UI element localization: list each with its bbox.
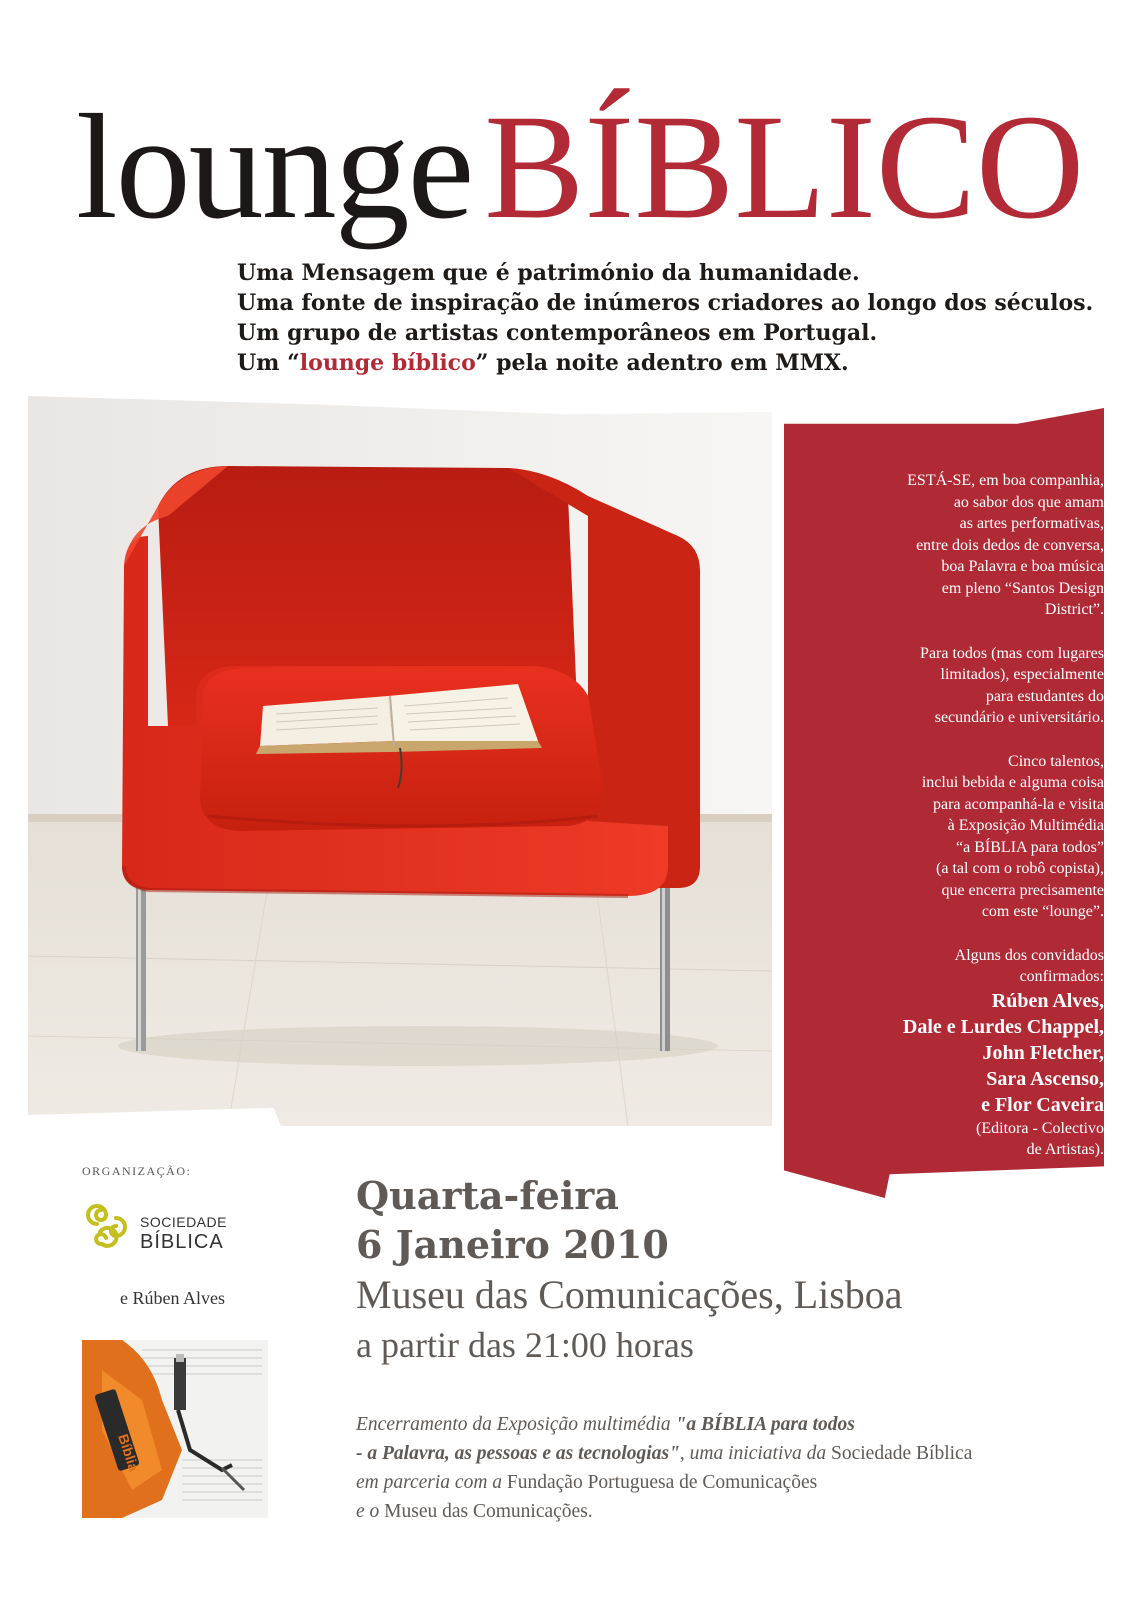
panel-line: para estudantes do [985,687,1104,705]
panel-line: boa Palavra e boa música [941,558,1104,575]
footer-l2-c: Sociedade Bíblica [831,1443,973,1464]
armchair-illustration [28,396,772,1126]
guest-list [804,988,1104,1118]
footer-l2-b: , uma iniciativa da [679,1443,832,1464]
co-organizer: e Rúben Alves [120,1288,225,1308]
footer-line-1 [356,1410,1116,1439]
intro-line-4-post: ” pela noite adentro em MMX. [475,350,849,376]
panel-line: secundário e universitário. [934,709,1104,726]
footer-l3-b: Fundação Portuguesa de Comunicações [506,1472,818,1493]
panel-line: District”. [1044,601,1104,618]
panel-paragraph-1 [804,470,1104,621]
panel-line: em pleno “Santos Design [941,579,1104,597]
footer-l4-b: Museu das Comunicações. [384,1501,593,1522]
footer-line-3 [356,1468,1116,1497]
footer-line-2 [356,1439,1116,1468]
organization-label: ORGANIZAÇÃO: [82,1164,192,1178]
intro-line-2: Uma fonte de inspiração de inúmeros criadores ao longo dos séculos. [237,290,1094,316]
panel-line: de Artistas). [1026,1141,1104,1158]
footer-l2-a: - a Palavra, as pessoas e as tecnologias" [356,1443,680,1464]
guest-name: John Fletcher, [982,1041,1104,1064]
info-panel-text [804,470,1104,1161]
panel-line: com este “lounge”. [981,903,1104,920]
intro-text [237,258,1117,378]
triskelion-icon [80,1196,138,1254]
sociedade-biblica-logo [80,1196,260,1256]
logo-line-2: BÍBLICA [140,1231,224,1253]
guest-note [804,1118,1104,1161]
guest-name: Rúben Alves, [991,989,1104,1012]
panel-line: Cinco talentos, [1008,752,1104,770]
panel-line: que encerra precisamente [941,881,1104,899]
panel-line: Alguns dos convidados [954,946,1104,964]
panel-line: ao sabor dos que amam [953,493,1104,511]
intro-line-4-pre: Um “ [237,350,300,376]
panel-line: entre dois dedos de conversa, [916,536,1104,554]
title-biblico: BÍBLICO [484,84,1085,250]
poster-title [76,84,1085,250]
event-time: a partir das 21:00 horas [356,1325,694,1365]
event-date: 6 Janeiro 2010 [356,1222,669,1267]
panel-line: limitados), especialmente [940,666,1104,683]
title-lounge: lounge [76,84,473,250]
panel-line: Para todos (mas com lugares [920,644,1104,662]
footer-l1-a: Encerramento da Exposição multimédia [356,1414,676,1435]
panel-line: inclui bebida e alguma coisa [921,774,1104,791]
guest-name: e Flor Caveira [981,1093,1104,1116]
panel-paragraph-4 [804,945,1104,988]
logo-text [140,1212,227,1252]
intro-highlight: lounge bíblico [299,350,476,376]
intro-line-1: Uma Mensagem que é património da humanidade. [237,260,860,286]
robot-label: Bíblia [115,1431,143,1474]
panel-line: (a tal com o robô copista), [936,860,1104,877]
intro-line-3: Um grupo de artistas contemporâneos em Portugal. [237,320,878,346]
panel-line: “a BÍBLIA para todos” [956,838,1104,856]
footer-line-4 [356,1497,1116,1526]
panel-line: (Editora - Colectivo [976,1119,1104,1137]
footer-text [356,1410,1116,1526]
intro-line-4 [237,348,1117,378]
event-day: Quarta-feira [356,1173,619,1218]
armchair-photo [28,396,772,1126]
event-venue: Museu das Comunicações, Lisboa [356,1272,903,1317]
footer-l4-a: e o [356,1501,385,1522]
panel-paragraph-2 [804,643,1104,729]
robot-illustration [82,1340,268,1518]
panel-line: à Exposição Multimédia [947,817,1104,834]
panel-line: confirmados: [1019,968,1104,985]
guest-name: Dale e Lurdes Chappel, [902,1015,1104,1038]
robot-copyist-photo [82,1340,268,1518]
event-details [356,1172,903,1370]
logo-line-1: SOCIEDADE [140,1214,227,1230]
panel-line: para acompanhá-la e visita [932,795,1104,813]
panel-line: as artes performativas, [959,515,1104,532]
footer-l3-a: em parceria com a [356,1472,507,1493]
panel-paragraph-3 [804,751,1104,923]
footer-l1-b: "a BÍBLIA para todos [675,1414,855,1435]
panel-line: ESTÁ-SE, em boa companhia, [907,472,1104,489]
guest-name: Sara Ascenso, [986,1067,1104,1090]
